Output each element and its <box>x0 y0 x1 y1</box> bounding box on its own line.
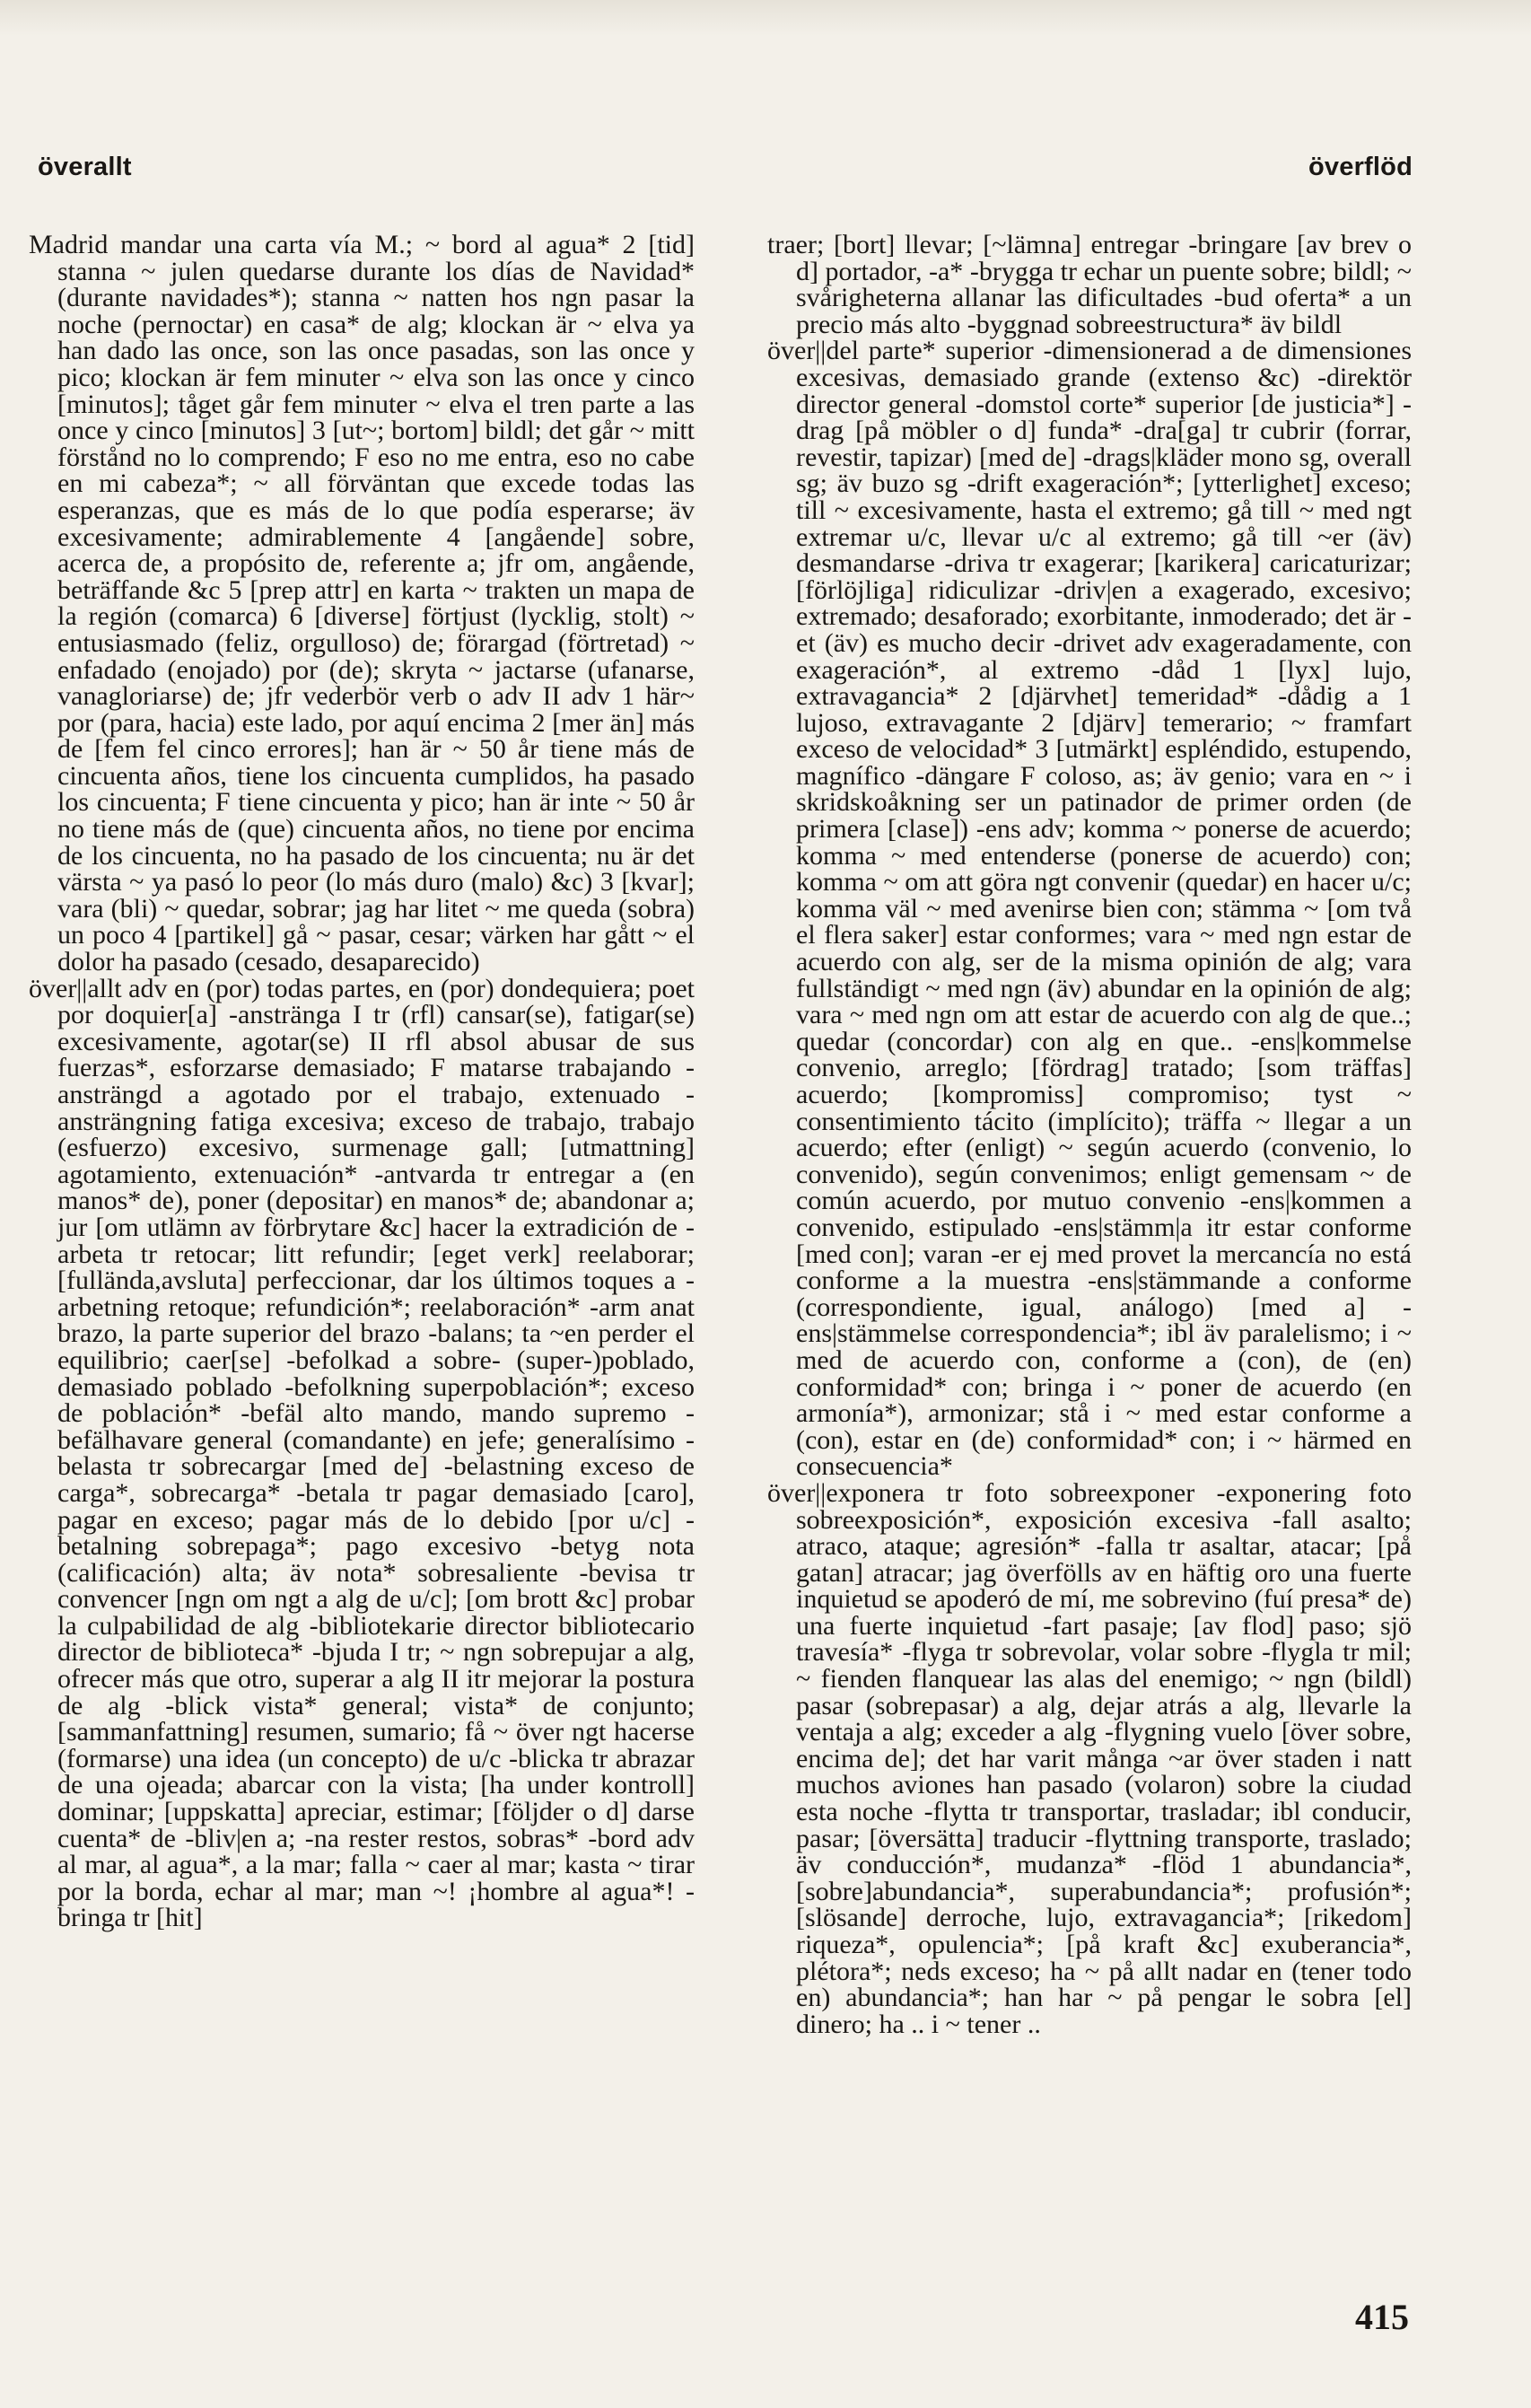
page-edge-shadow <box>0 0 1531 36</box>
dictionary-entry: Madrid mandar una carta vía M.; ~ bord al agua* 2 [tid] stanna ~ julen quedarse durante los días de Navidad* (durante navidades*); stanna ~ natten hos ngn pasar la noche (pernoctar) en casa* de alg; klockan är ~ elva ya han dado las once, son las once pasadas, son las once y pico; klockan är fem minuter ~ elva son las once y cinco [minutos]; tåget går fem minuter ~ elva el tren parte a las once y cinco [minutos] 3 [ut~; bortom] bildl; det går ~ mitt förstånd no lo comprendo; F eso no me entra, eso no cabe en mi cabeza*; ~ all förväntan que excede todas las esperanzas, que es más de lo que podía esperarse; äv excesivamente; admirablemente 4 [angående] sobre, acerca de, a propósito de, referente a; jfr om, angående, beträffande &c 5 [prep attr] en karta ~ trakten un mapa de la región (comarca) 6 [diverse] förtjust (lycklig, stolt) ~ entusiasmado (feliz, orgulloso) de; förargad (förtretad) ~ enfadado (enojado) por (de); skryta ~ jactarse (ufanarse, vanagloriarse) de; jfr vederbör verb o adv II adv 1 här~ por (para, hacia) este lado, por aquí encima 2 [mer än] más de [fem fel cinco errores]; han är ~ 50 år tiene más de cincuenta años, tiene los cincuenta cumplidos, ha pasado los cincuenta; F tiene cincuenta y pico; han är inte ~ 50 år no tiene más de (que) cincuenta años, no tiene por encima de los cincuenta, no ha pasado de los cincuenta; nu är det värsta ~ ya pasó lo peor (lo más duro (malo) &c) 3 [kvar]; vara (bli) ~ quedar, sobrar; jag har litet ~ me queda (sobra) un poco 4 [partikel] gå ~ pasar, cesar; värken har gått ~ el dolor ha pasado (cesado, desaparecido) <box>29 230 695 977</box>
dictionary-entry: över||del parte* superior -dimensionerad a de dimensiones excesivas, demasiado grande (extenso &c) -direktör director general -domstol corte* superior [de justicia*] -drag [på möbler o d] funda* -dra[ga] tr cubrir (forrar, revestir, tapizar) [med de] -drags|kläder mono sg, overall sg; äv buzo sg -drift exageración*; [ytterlighet] exceso; till ~ excesivamente, hasta el extremo; gå till ~ med ngt extremar u/c, llevar u/c al extremo; gå till ~er (äv) desmandarse -driva tr exagerar; [karikera] caricaturizar; [förlöjliga] ridiculizar -driv|en a exagerado, excesivo; extremado; desaforado; exorbitante, inmoderado; det är -et (äv) es mucho decir -drivet adv exageradamente, con exageración*, al extremo -dåd 1 [lyx] lujo, extravagancia* 2 [djärvhet] temeridad* -dådig a 1 lujoso, extravagante 2 [djärv] temerario; ~ framfart exceso de velocidad* 3 [utmärkt] espléndido, estupendo, magnífico -dängare F coloso, as; äv genio; vara en ~ i skridskoåkning ser un patinador de primer orden (de primera [clase]) -ens adv; komma ~ ponerse de acuerdo; komma ~ med entenderse (ponerse de acuerdo) con; komma ~ om att göra ngt convenir (quedar) en hacer u/c; komma väl ~ med avenirse bien con; stämma ~ [om två el flera saker] estar conformes; vara ~ med ngn estar de acuerdo con alg, ser de la misma opinión de alg; vara fullständigt ~ med ngn (äv) abundar en la opinión de alg; vara ~ med ngn om att estar de acuerdo con alg de que..; quedar (concordar) con alg en que.. -ens|kommelse convenio, arreglo; [fördrag] tratado; [som träffas] acuerdo; [kompromiss] compromiso; tyst ~ consentimiento tácito (implícito); träffa ~ llegar a un acuerdo; efter (enligt) ~ según acuerdo (convenio, lo convenido), según convenimos; enligt gemensam ~ de común acuerdo, por mutuo convenio -ens|kommen a convenido, estipulado -ens|stämm|a itr estar conforme [med con]; varan -er ej med provet la mercancía no está conforme a la muestra -ens|stämmande a conforme (correspondiente, igual, análogo) [med a] -ens|stämmelse correspondencia*; ibl äv paralelismo; i ~ med de acuerdo con, conforme a (con), de (en) conformidad* con; bringa i ~ poner de acuerdo (en armonía*), armonizar; stå i ~ med estar conforme a (con), estar en (de) conformidad* con; i ~ härmed en consecuencia* <box>767 336 1412 1482</box>
dictionary-entry: över||allt adv en (por) todas partes, en (por) dondequiera; poet por doquier[a] -anstränga I tr (rfl) cansar(se), fatigar(se) excesivamente, agotar(se) II rfl absol abusar de sus fuerzas*, esforzarse demasiado; F matarse trabajando -ansträngd a agotado por el trabajo, extenuado -ansträngning fatiga excesiva; exceso de trabajo, trabajo (esfuerzo) excesivo, surmenage gall; [utmattning] agotamiento, extenuación* -antvarda tr entregar a (en manos* de), poner (depositar) en manos* de; abandonar a; jur [om utlämn av förbrytare &c] hacer la extradición de -arbeta tr retocar; litt refundir; [eget verk] reelaborar; [fullända,avsluta] perfeccionar, dar los últimos toques a -arbetning retoque; refundición*; reelaboración* -arm anat brazo, la parte superior del brazo -balans; ta ~en perder el equilibrio; caer[se] -befolkad a sobre- (super-)poblado, demasiado poblado -befolkning superpoblación*; exceso de población* -befäl alto mando, mando supremo -befälhavare general (comandante) en jefe; generalísimo -belasta tr sobrecargar [med de] -belastning exceso de carga*, sobrecarga* -betala tr pagar demasiado [caro], pagar en exceso; pagar más de lo debido [por u/c] -betalning sobrepaga*; pago excesivo -betyg nota (calificación) alta; äv nota* sobresaliente -bevisa tr convencer [ngn om ngt a alg de u/c]; [om brott &c] probar la culpabilidad de alg -bibliotekarie director bibliotecario director de biblioteca* -bjuda I tr; ~ ngn sobrepujar a alg, ofrecer más que otro, superar a alg II itr mejorar la postura de alg -blick vista* general; vista* de conjunto; [sammanfattning] resumen, sumario; få ~ över ngt hacerse (formarse) una idea (un concepto) de u/c -blicka tr abrazar de una ojeada; abarcar con la vista; [ha under kontroll] dominar; [uppskatta] apreciar, estimar; [följder o d] darse cuenta* de -bliv|en a; -na rester restos, sobras* -bord adv al mar, al agua*, a la mar; falla ~ caer al mar; kasta ~ tirar por la borda, echar al mar; man ~! ¡hombre al agua*! -bringa tr [hit] <box>29 973 695 1933</box>
left-guide-word: överallt <box>38 153 132 181</box>
right-column <box>767 232 1412 2037</box>
left-column <box>29 232 695 1931</box>
dictionary-entry: över||exponera tr foto sobreexponer -exponering foto sobreexposición*, exposición excesiva -fall asalto; atraco, ataque; agresión* -falla tr asaltar, atacar; [på gatan] atracar; jag överfölls av en häftig oro una fuerte inquietud se apoderó de mí, me sobrevino (fuí presa* de) una fuerte inquietud -fart pasaje; [av flod] paso; sjö travesía* -flyga tr sobrevolar, volar sobre -flygla tr mil; ~ fienden flanquear las alas del enemigo; ~ ngn (bildl) pasar (sobrepasar) a alg, dejar atrás a alg, llevarle la ventaja a alg; exceder a alg -flygning vuelo [över sobre, encima de]; det har varit många ~ar över staden i natt muchos aviones han pasado (volaron) sobre la ciudad esta noche -flytta tr transportar, trasladar; ibl conducir, pasar; [översätta] traducir -flyttning transporte, traslado; äv conducción*, mudanza* -flöd 1 abundancia*, [sobre]abundancia*, superabundancia*; profusión*; [slösande] derroche, lujo, extravagancia*; [rikedom] riqueza*, opulencia*; [på kraft &c] exuberancia*, plétora*; neds exceso; ha ~ på allt nadar en (tener todo en) abundancia*; han har ~ på pengar le sobra [el] dinero; ha .. i ~ tener .. <box>767 1477 1412 2039</box>
right-guide-word: överflöd <box>1308 153 1413 181</box>
dictionary-entry: traer; [bort] llevar; [~lämna] entregar -bringare [av brev o d] portador, -a* -brygga tr echar un puente sobre; bildl; ~ svårigheterna allanar las dificultades -bud oferta* a un precio más alto -byggnad sobreestructura* äv bildl <box>767 230 1412 339</box>
page-number: 415 <box>1355 2297 1409 2337</box>
